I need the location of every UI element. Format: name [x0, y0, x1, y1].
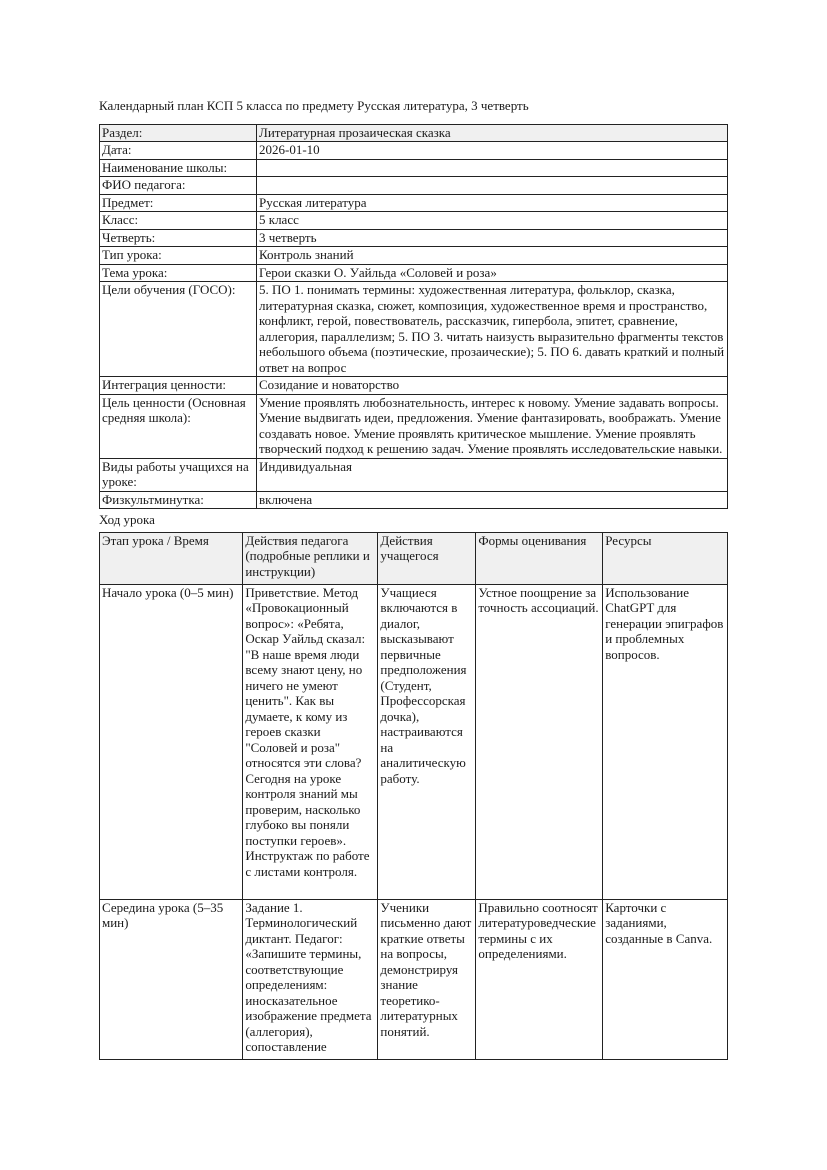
header-student-actions: Действия учащегося [378, 532, 476, 584]
info-row [100, 177, 728, 195]
info-label: Класс: [100, 212, 257, 230]
info-label: Интеграция ценности: [100, 377, 257, 395]
info-row [100, 229, 728, 247]
info-label: Четверть: [100, 229, 257, 247]
student-actions-cell: Учащиеся включаются в диалог, высказывают первичные предположения (Студент, Профессорская дочка), настраиваются на аналитическую работу. [378, 584, 476, 899]
info-value: включена [257, 491, 728, 509]
info-label: Цель ценности (Основная средняя школа): [100, 394, 257, 458]
info-value: Контроль знаний [257, 247, 728, 265]
info-row [100, 159, 728, 177]
assessment-cell: Устное поощрение за точность ассоциаций. [476, 584, 603, 899]
info-label: Цели обучения (ГОСО): [100, 282, 257, 377]
stage-cell: Начало урока (0–5 мин) [100, 584, 243, 899]
lesson-row [100, 899, 728, 1059]
lesson-flow-table [99, 532, 728, 1060]
info-value [257, 159, 728, 177]
header-teacher-actions: Действия педагога (подробные реплики и инструкции) [243, 532, 378, 584]
info-label: Виды работы учащихся на уроке: [100, 458, 257, 491]
lesson-table-header-row [100, 532, 728, 584]
info-value: Литературная прозаическая сказка [257, 124, 728, 142]
info-label: Тип урока: [100, 247, 257, 265]
info-label: Раздел: [100, 124, 257, 142]
teacher-actions-cell: Задание 1. Терминологический диктант. Педагог: «Запишите термины, соответствующие определениям: иносказательное изображение предмета (аллегория), сопоставление [243, 899, 378, 1059]
header-assessment: Формы оценивания [476, 532, 603, 584]
info-row [100, 194, 728, 212]
header-resources: Ресурсы [603, 532, 728, 584]
document-content [99, 98, 728, 1060]
document-title: Календарный план КСП 5 класса по предмету Русская литература, 3 четверть [99, 98, 529, 113]
info-value: Умение проявлять любознательность, интерес к новому. Умение задавать вопросы. Умение выдвигать идеи, предложения. Умение фантазировать, воображать. Умение создавать новое. Умение проявлять критическое мышление. Умение проявлять творческий подход к решению задач. Умение проявлять исследовательские навыки. [257, 394, 728, 458]
info-value: 5 класс [257, 212, 728, 230]
header-stage: Этап урока / Время [100, 532, 243, 584]
student-actions-cell: Ученики письменно дают краткие ответы на вопросы, демонстрируя знание теоретико-литературных понятий. [378, 899, 476, 1059]
info-label: Наименование школы: [100, 159, 257, 177]
info-row [100, 491, 728, 509]
resources-cell: Использование ChatGPT для генерации эпиграфов и проблемных вопросов. [603, 584, 728, 899]
info-row [100, 247, 728, 265]
resources-cell: Карточки с заданиями, созданные в Canva. [603, 899, 728, 1059]
info-row [100, 142, 728, 160]
teacher-actions-cell: Приветствие. Метод «Провокационный вопрос»: «Ребята, Оскар Уайльд сказал: "В наше время люди всему знают цену, но ничего не умеют ценить". Как вы думаете, к кому из героев сказки "Соловей и роза" относятся эти слова? Сегодня на уроке контроля знаний мы проверим, насколько глубоко вы поняли поступки героев». Инструктаж по работе с листами контроля. [243, 584, 378, 899]
info-row [100, 264, 728, 282]
lesson-row [100, 584, 728, 899]
info-label: ФИО педагога: [100, 177, 257, 195]
info-row [100, 377, 728, 395]
info-value: Русская литература [257, 194, 728, 212]
info-row [100, 394, 728, 458]
info-row [100, 282, 728, 377]
info-row [100, 212, 728, 230]
info-value: 5. ПО 1. понимать термины: художественная литература, фольклор, сказка, литературная сказка, сюжет, композиция, художественное время и пространство, конфликт, герой, повествователь, рассказчик, гипербола, эпитет, сравнение, аллегория, параллелизм; 5. ПО 3. читать наизусть выразительно фрагменты текстов небольшого объема (поэтические, прозаические); 5. ПО 6. давать краткий и полный ответ на вопрос [257, 282, 728, 377]
stage-cell: Середина урока (5–35 мин) [100, 899, 243, 1059]
info-row [100, 458, 728, 491]
info-label: Дата: [100, 142, 257, 160]
section-heading: Ход урока [99, 512, 155, 527]
info-value: Герои сказки О. Уайльда «Соловей и роза» [257, 264, 728, 282]
info-label: Тема урока: [100, 264, 257, 282]
info-value: 3 четверть [257, 229, 728, 247]
info-value: Индивидуальная [257, 458, 728, 491]
assessment-cell: Правильно соотносят литературоведческие термины с их определениями. [476, 899, 603, 1059]
info-row [100, 124, 728, 142]
lesson-info-table [99, 124, 728, 510]
info-value [257, 177, 728, 195]
info-label: Предмет: [100, 194, 257, 212]
info-label: Физкультминутка: [100, 491, 257, 509]
info-value: Созидание и новаторство [257, 377, 728, 395]
info-value: 2026-01-10 [257, 142, 728, 160]
